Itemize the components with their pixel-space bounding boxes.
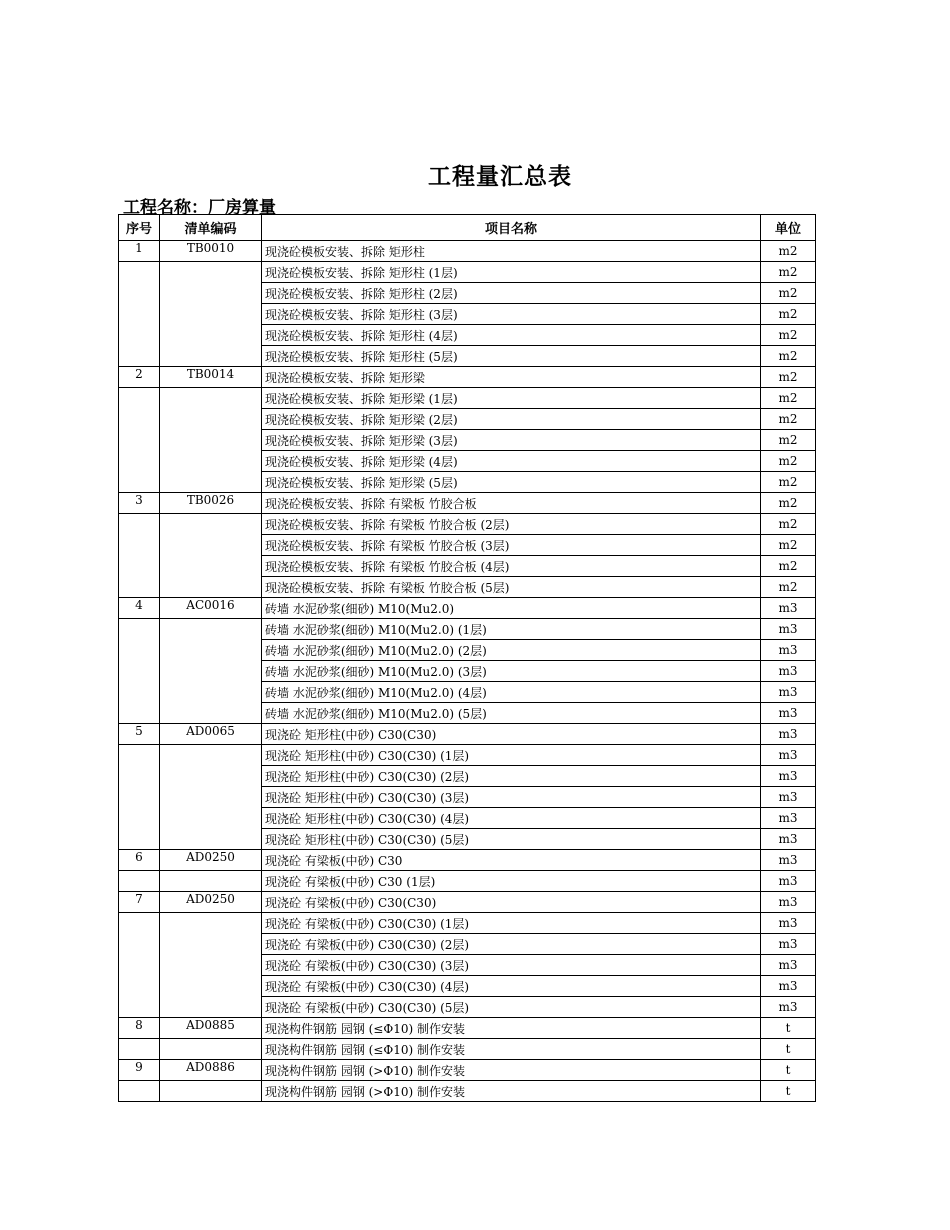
row-unit: m3 [761, 829, 816, 850]
table-row [119, 241, 816, 262]
row-item-name: 现浇砼 矩形柱(中砂) C30(C30) (3层) [262, 787, 761, 808]
row-unit: m3 [761, 661, 816, 682]
table-header-row [119, 215, 816, 241]
row-item-name: 现浇砼 有梁板(中砂) C30(C30) (1层) [262, 913, 761, 934]
row-unit: m2 [761, 241, 816, 262]
row-unit: m3 [761, 871, 816, 892]
row-unit: t [761, 1060, 816, 1081]
table-row [119, 619, 816, 640]
row-item-name: 现浇构件钢筋 园钢 (≤Φ10) 制作安装 [262, 1039, 761, 1060]
row-unit: m3 [761, 976, 816, 997]
row-unit: m3 [761, 808, 816, 829]
row-code: TB0026 [160, 493, 262, 514]
row-unit: m3 [761, 997, 816, 1018]
row-unit: m3 [761, 766, 816, 787]
row-unit: m2 [761, 388, 816, 409]
table-row [119, 913, 816, 934]
row-seq-continuation [119, 871, 160, 892]
row-item-name: 现浇砼模板安装、拆除 有梁板 竹胶合板 (2层) [262, 514, 761, 535]
row-item-name: 现浇砼 矩形柱(中砂) C30(C30) [262, 724, 761, 745]
row-code-continuation [160, 514, 262, 598]
row-code-continuation [160, 871, 262, 892]
row-code-continuation [160, 619, 262, 724]
row-seq: 8 [119, 1018, 160, 1039]
row-unit: m3 [761, 934, 816, 955]
row-code-continuation [160, 1081, 262, 1102]
row-seq-continuation [119, 1039, 160, 1060]
row-item-name: 现浇砼 有梁板(中砂) C30 (1层) [262, 871, 761, 892]
table-row [119, 850, 816, 871]
table-row [119, 1081, 816, 1102]
row-item-name: 现浇砼模板安装、拆除 矩形梁 (2层) [262, 409, 761, 430]
row-unit: m2 [761, 577, 816, 598]
row-unit: m3 [761, 724, 816, 745]
row-item-name: 现浇砼模板安装、拆除 矩形梁 (4层) [262, 451, 761, 472]
row-item-name: 现浇砼 有梁板(中砂) C30(C30) (5层) [262, 997, 761, 1018]
row-item-name: 现浇砼模板安装、拆除 矩形柱 (4层) [262, 325, 761, 346]
row-item-name: 现浇砼模板安装、拆除 矩形柱 (2层) [262, 283, 761, 304]
row-unit: m2 [761, 346, 816, 367]
row-unit: m3 [761, 955, 816, 976]
header-code: 清单编码 [160, 215, 262, 241]
row-unit: m2 [761, 556, 816, 577]
row-item-name: 现浇砼 有梁板(中砂) C30(C30) (2层) [262, 934, 761, 955]
table-row [119, 367, 816, 388]
row-item-name: 现浇砼模板安装、拆除 矩形柱 (5层) [262, 346, 761, 367]
row-seq-continuation [119, 514, 160, 598]
row-seq-continuation [119, 262, 160, 367]
row-item-name: 砖墙 水泥砂浆(细砂) M10(Mu2.0) (4层) [262, 682, 761, 703]
row-seq: 1 [119, 241, 160, 262]
row-item-name: 现浇砼模板安装、拆除 矩形梁 [262, 367, 761, 388]
row-item-name: 现浇砼 矩形柱(中砂) C30(C30) (5层) [262, 829, 761, 850]
table-row [119, 1060, 816, 1081]
table-row [119, 493, 816, 514]
row-code-continuation [160, 913, 262, 1018]
row-item-name: 现浇砼模板安装、拆除 矩形梁 (3层) [262, 430, 761, 451]
table-row [119, 745, 816, 766]
row-item-name: 砖墙 水泥砂浆(细砂) M10(Mu2.0) (2层) [262, 640, 761, 661]
row-code-continuation [160, 388, 262, 493]
row-item-name: 现浇砼模板安装、拆除 矩形柱 [262, 241, 761, 262]
row-seq-continuation [119, 619, 160, 724]
row-unit: m3 [761, 598, 816, 619]
row-code: AD0885 [160, 1018, 262, 1039]
row-seq-continuation [119, 745, 160, 850]
row-unit: m3 [761, 745, 816, 766]
row-unit: m3 [761, 850, 816, 871]
row-seq-continuation [119, 388, 160, 493]
row-item-name: 现浇砼 矩形柱(中砂) C30(C30) (4层) [262, 808, 761, 829]
row-unit: m3 [761, 619, 816, 640]
row-seq: 3 [119, 493, 160, 514]
row-unit: t [761, 1039, 816, 1060]
header-name: 项目名称 [262, 215, 761, 241]
row-unit: m2 [761, 367, 816, 388]
table-row [119, 724, 816, 745]
row-seq: 9 [119, 1060, 160, 1081]
row-unit: t [761, 1081, 816, 1102]
table-row [119, 598, 816, 619]
row-unit: m2 [761, 451, 816, 472]
row-unit: m2 [761, 535, 816, 556]
row-seq: 2 [119, 367, 160, 388]
quantity-summary-table [118, 214, 816, 1102]
row-seq-continuation [119, 913, 160, 1018]
table-row [119, 388, 816, 409]
row-unit: m3 [761, 913, 816, 934]
page-title: 工程量汇总表 [428, 164, 572, 190]
row-seq: 6 [119, 850, 160, 871]
row-item-name: 现浇砼 矩形柱(中砂) C30(C30) (2层) [262, 766, 761, 787]
row-unit: m3 [761, 682, 816, 703]
row-item-name: 现浇砼 有梁板(中砂) C30(C30) [262, 892, 761, 913]
row-unit: m3 [761, 892, 816, 913]
row-code: AD0065 [160, 724, 262, 745]
row-unit: t [761, 1018, 816, 1039]
row-unit: m2 [761, 430, 816, 451]
row-code: AC0016 [160, 598, 262, 619]
table-row [119, 892, 816, 913]
row-item-name: 现浇砼模板安装、拆除 有梁板 竹胶合板 (3层) [262, 535, 761, 556]
row-unit: m3 [761, 703, 816, 724]
row-code: TB0010 [160, 241, 262, 262]
row-item-name: 砖墙 水泥砂浆(细砂) M10(Mu2.0) (3层) [262, 661, 761, 682]
row-seq: 7 [119, 892, 160, 913]
row-unit: m2 [761, 409, 816, 430]
row-unit: m2 [761, 514, 816, 535]
row-item-name: 现浇砼 矩形柱(中砂) C30(C30) (1层) [262, 745, 761, 766]
row-item-name: 现浇砼模板安装、拆除 有梁板 竹胶合板 [262, 493, 761, 514]
table-row [119, 262, 816, 283]
row-unit: m2 [761, 493, 816, 514]
row-seq: 5 [119, 724, 160, 745]
row-unit: m3 [761, 640, 816, 661]
table-row [119, 1039, 816, 1060]
row-item-name: 现浇砼模板安装、拆除 有梁板 竹胶合板 (5层) [262, 577, 761, 598]
row-code-continuation [160, 745, 262, 850]
row-item-name: 现浇砼 有梁板(中砂) C30(C30) (3层) [262, 955, 761, 976]
header-unit: 单位 [761, 215, 816, 241]
row-item-name: 现浇砼模板安装、拆除 矩形梁 (5层) [262, 472, 761, 493]
header-seq: 序号 [119, 215, 160, 241]
row-item-name: 现浇构件钢筋 园钢 (>Φ10) 制作安装 [262, 1081, 761, 1102]
row-item-name: 砖墙 水泥砂浆(细砂) M10(Mu2.0) [262, 598, 761, 619]
row-unit: m2 [761, 325, 816, 346]
row-code: AD0886 [160, 1060, 262, 1081]
row-unit: m3 [761, 787, 816, 808]
row-item-name: 现浇构件钢筋 园钢 (≤Φ10) 制作安装 [262, 1018, 761, 1039]
row-code: AD0250 [160, 892, 262, 913]
row-code-continuation [160, 1039, 262, 1060]
row-item-name: 现浇砼模板安装、拆除 矩形柱 (3层) [262, 304, 761, 325]
table-row [119, 871, 816, 892]
row-item-name: 现浇砼模板安装、拆除 矩形梁 (1层) [262, 388, 761, 409]
row-item-name: 现浇构件钢筋 园钢 (>Φ10) 制作安装 [262, 1060, 761, 1081]
row-item-name: 现浇砼模板安装、拆除 有梁板 竹胶合板 (4层) [262, 556, 761, 577]
row-item-name: 现浇砼 有梁板(中砂) C30(C30) (4层) [262, 976, 761, 997]
row-code: AD0250 [160, 850, 262, 871]
row-item-name: 现浇砼模板安装、拆除 矩形柱 (1层) [262, 262, 761, 283]
table-row [119, 1018, 816, 1039]
row-code: TB0014 [160, 367, 262, 388]
row-item-name: 砖墙 水泥砂浆(细砂) M10(Mu2.0) (5层) [262, 703, 761, 724]
row-unit: m2 [761, 304, 816, 325]
project-name: 工程名称：厂房算量 [123, 198, 276, 218]
row-item-name: 砖墙 水泥砂浆(细砂) M10(Mu2.0) (1层) [262, 619, 761, 640]
row-seq-continuation [119, 1081, 160, 1102]
row-unit: m2 [761, 262, 816, 283]
row-item-name: 现浇砼 有梁板(中砂) C30 [262, 850, 761, 871]
table-body [119, 241, 816, 1102]
row-code-continuation [160, 262, 262, 367]
table-row [119, 514, 816, 535]
row-seq: 4 [119, 598, 160, 619]
row-unit: m2 [761, 283, 816, 304]
row-unit: m2 [761, 472, 816, 493]
